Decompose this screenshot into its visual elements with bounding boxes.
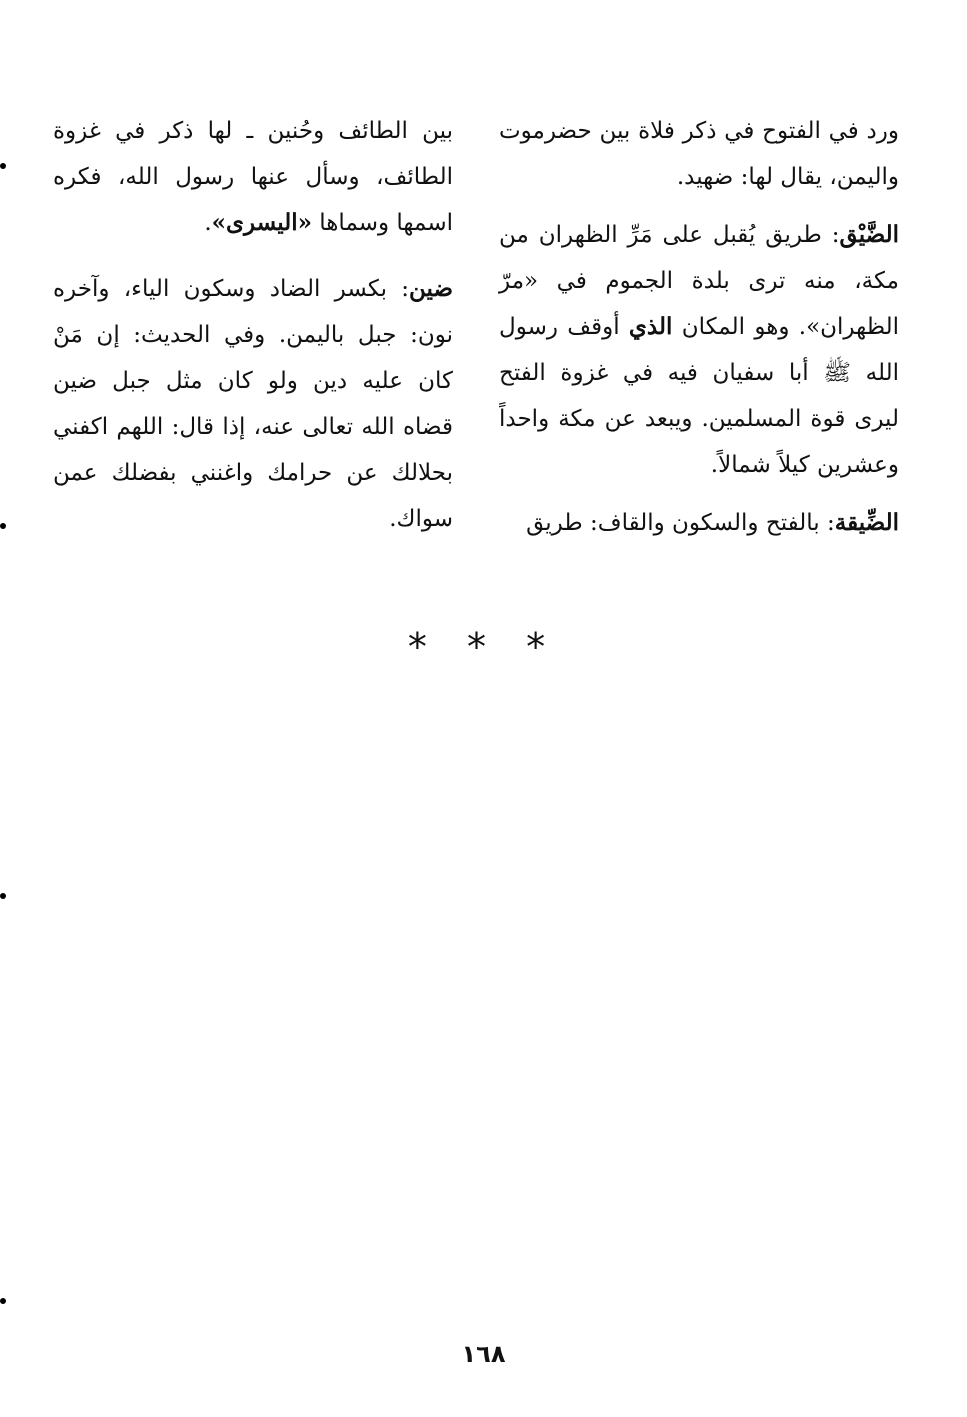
entry-dayn [53, 266, 453, 542]
entry-al-dayqa [499, 500, 899, 546]
entry-quoted-name: «اليسرى» [211, 209, 312, 236]
entry-headword: الضَّيْق [839, 221, 899, 248]
section-separator: * * * [407, 625, 560, 669]
entry-text: بين الطائف وحُنين ـ لها ذكر في غزوة الطائف، وسأل عنها رسول الله، فكره اسمها وسماها [53, 118, 453, 236]
entry-headword: ضين [409, 275, 453, 302]
page-number: ١٦٨ [461, 1340, 506, 1368]
entry-text: : بكسر الضاد وسكون الياء، وآخره نون: جبل باليمن. وفي الحديث: إن مَنْ كان عليه دين ولو كان مثل جبل ضين قضاه الله تعالى عنه، إذا قال: اللهم اكفني بحلالك عن حرامك واغنني بفضلك عمن سواك. [53, 276, 453, 532]
entry-al-dayq [499, 212, 899, 488]
entry-text: : طريق يُقبل على مَرِّ الظهران من مكة، منه ترى بلدة الجموم في «مرّ الظهران». وهو المكان [499, 222, 899, 340]
entry-text: : بالفتح والسكون والقاف: طريق [526, 510, 835, 536]
entry-headword: الضِّيقة [834, 509, 899, 536]
entry-text: . [204, 210, 212, 236]
entry-hadramawt-plain [499, 108, 899, 200]
margin-dot [0, 893, 6, 899]
entry-continuation [53, 108, 453, 246]
right-column [499, 108, 899, 558]
entry-text: ورد في الفتوح في ذكر فلاة بين حضرموت واليمن، يقال لها: ضهيد. [499, 118, 899, 190]
margin-dot [0, 1298, 6, 1304]
margin-dot [0, 163, 6, 169]
left-column [53, 108, 453, 554]
entry-text: أوقف رسول الله ﷺ أبا سفيان فيه في غزوة الفتح ليرى قوة المسلمين. ويبعد عن مكة واحداً وعشرين كيلاً شمالاً. [499, 314, 899, 478]
margin-dot [0, 523, 6, 529]
entry-emphasis: الذي [628, 313, 673, 340]
